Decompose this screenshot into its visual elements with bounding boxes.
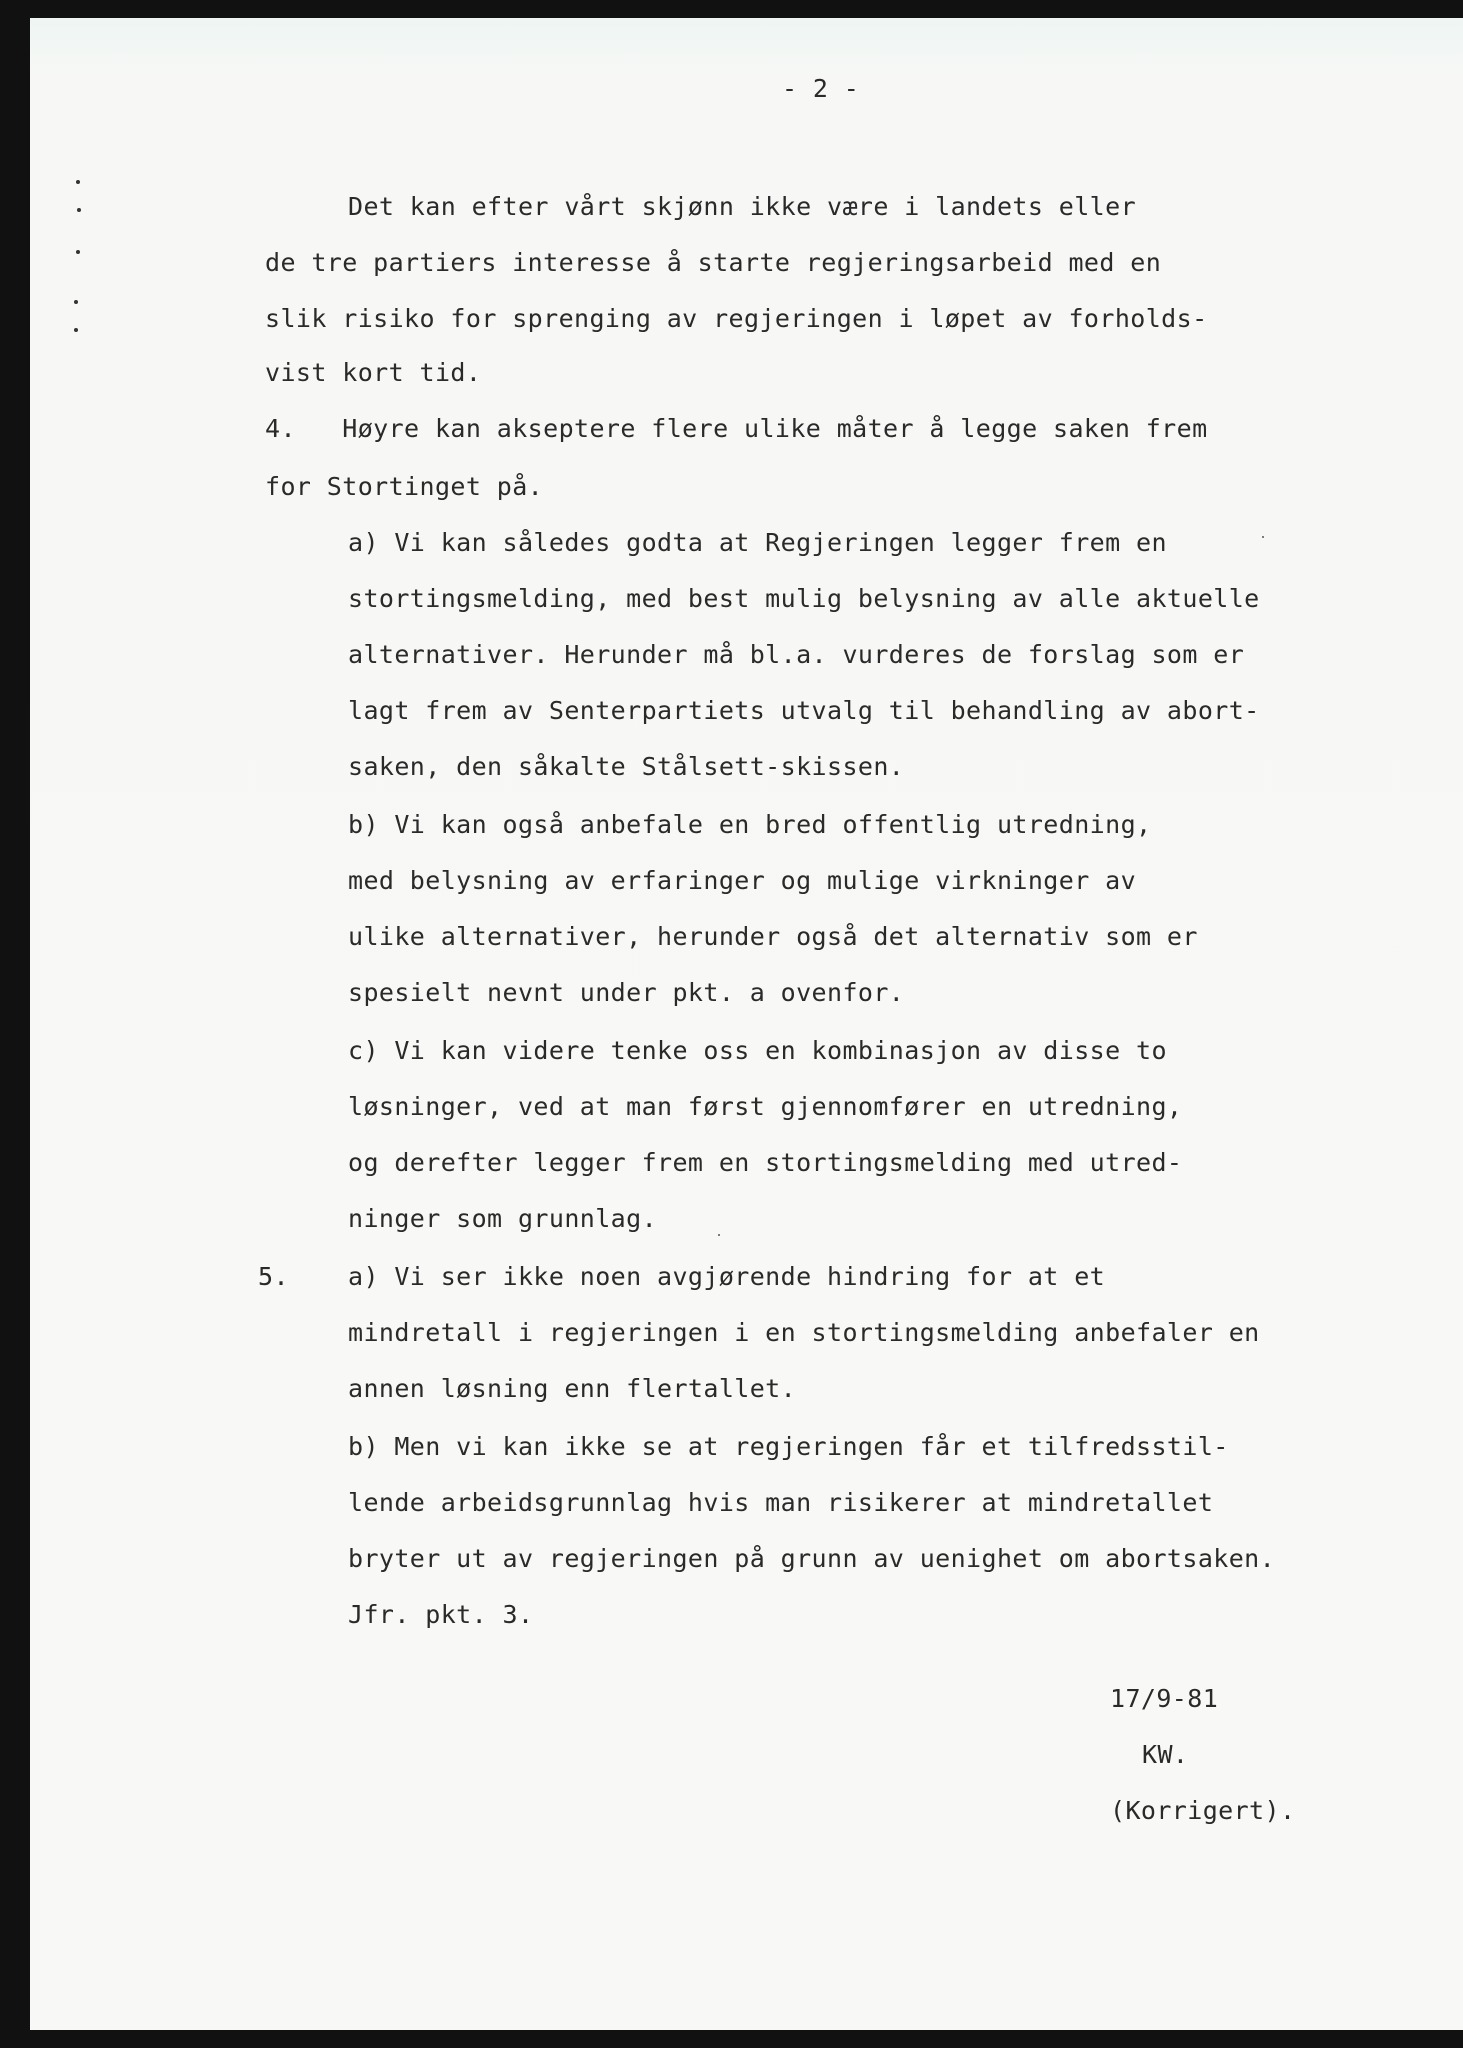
paragraph-line: de tre partiers interesse å starte regjeringsarbeid med en <box>265 248 1162 277</box>
page-number: - 2 - <box>782 74 860 103</box>
section-number: 5. <box>258 1262 289 1291</box>
paragraph-line: a) Vi kan således godta at Regjeringen legger frem en <box>348 528 1167 557</box>
paragraph-line: mindretall i regjeringen i en stortingsmelding anbefaler en <box>348 1318 1260 1347</box>
paragraph-line: for Stortinget på. <box>265 472 544 501</box>
paragraph-line: alternativer. Herunder må bl.a. vurderes de forslag som er <box>348 640 1245 669</box>
paragraph-line: løsninger, ved at man først gjennomfører en utredning, <box>348 1092 1183 1121</box>
paragraph-line: bryter ut av regjeringen på grunn av uenighet om abortsaken. <box>348 1544 1276 1573</box>
paragraph-line: lende arbeidsgrunnlag hvis man risikerer at mindretallet <box>348 1488 1214 1517</box>
paragraph-line: b) Men vi kan ikke se at regjeringen får et tilfredsstil- <box>348 1432 1229 1461</box>
paragraph-line: vist kort tid. <box>265 358 482 387</box>
paragraph-line: saken, den såkalte Stålsett-skissen. <box>348 752 905 781</box>
speck <box>1262 536 1264 538</box>
paragraph-line: annen løsning enn flertallet. <box>348 1374 797 1403</box>
paragraph-line: stortingsmelding, med best mulig belysning av alle aktuelle <box>348 584 1260 613</box>
paragraph-line: spesielt nevnt under pkt. a ovenfor. <box>348 978 905 1007</box>
paragraph-line: Jfr. pkt. 3. <box>348 1600 534 1629</box>
paragraph-line: a) Vi ser ikke noen avgjørende hindring for at et <box>348 1262 1106 1291</box>
date: 17/9-81 <box>1110 1684 1219 1713</box>
paragraph-line: og derefter legger frem en stortingsmelding med utred- <box>348 1148 1183 1177</box>
paragraph-line: ninger som grunnlag. <box>348 1204 658 1233</box>
initials: KW. <box>1142 1740 1189 1769</box>
speck <box>718 1234 720 1236</box>
paragraph-line: med belysning av erfaringer og mulige virkninger av <box>348 866 1137 895</box>
paragraph-line: slik risiko for sprenging av regjeringen i løpet av forholds- <box>265 304 1208 333</box>
paragraph-line: b) Vi kan også anbefale en bred offentlig utredning, <box>348 810 1152 839</box>
paragraph-line: lagt frem av Senterpartiets utvalg til behandling av abort- <box>348 696 1260 725</box>
correction-note: (Korrigert). <box>1110 1796 1296 1825</box>
paragraph-line: ulike alternativer, herunder også det alternativ som er <box>348 922 1198 951</box>
paragraph-line: 4. Høyre kan akseptere flere ulike måter å legge saken frem <box>265 414 1208 443</box>
document-page <box>30 18 1463 2030</box>
paragraph-line: c) Vi kan videre tenke oss en kombinasjon av disse to <box>348 1036 1167 1065</box>
paragraph-line: Det kan efter vårt skjønn ikke være i landets eller <box>348 192 1137 221</box>
